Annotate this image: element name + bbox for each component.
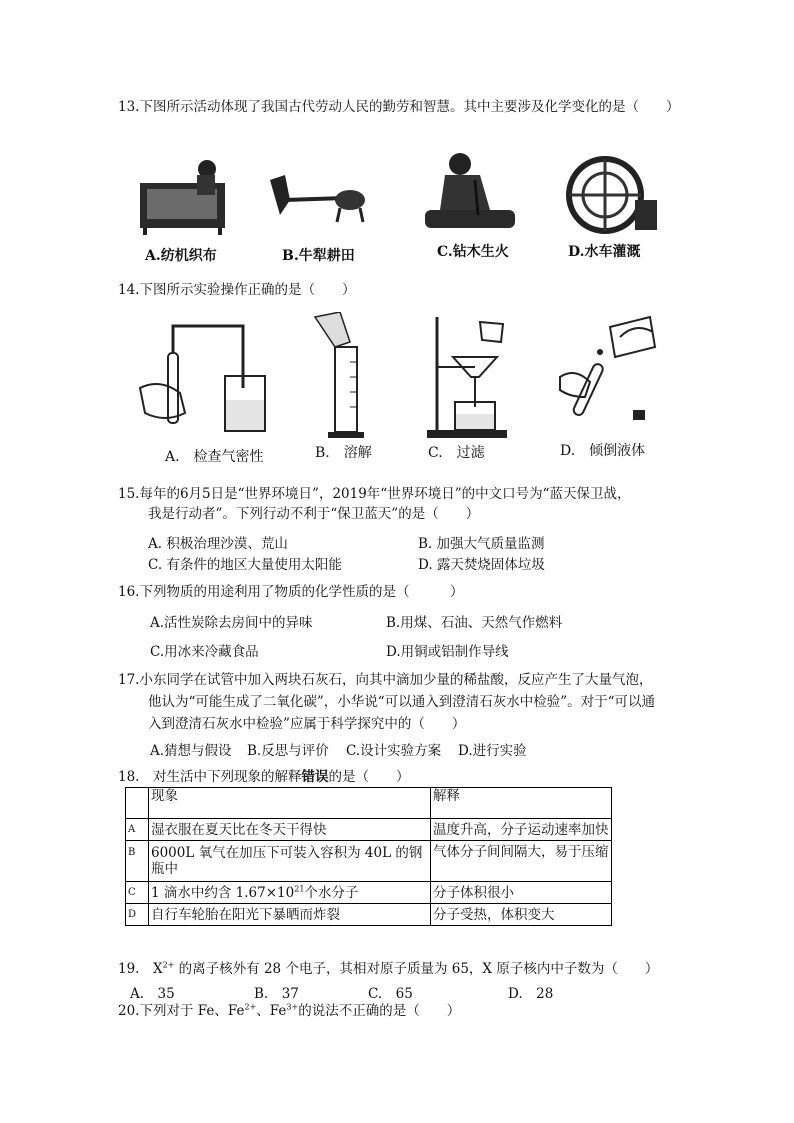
question-19-text — [118, 958, 718, 980]
row-phenomenon: 湿衣服在夏天比在冬天干得快 — [149, 819, 431, 841]
option-19-c: C. 65 — [368, 986, 413, 1002]
question-13-text: 13.下图所示活动体现了我国古代劳动人民的勤劳和智慧。其中主要涉及化学变化的是（ ） — [118, 99, 680, 115]
row-label: A — [126, 819, 149, 841]
question-18-bold: 错误 — [301, 769, 329, 785]
row-label: B — [126, 841, 149, 882]
airtightness-check-illustration — [135, 318, 270, 438]
table-row — [126, 819, 612, 841]
dissolve-illustration — [310, 312, 370, 440]
pour-liquid-illustration — [555, 312, 660, 427]
table-cell-blank — [126, 788, 149, 819]
option-15-a: A. 积极治理沙漠、荒山 — [148, 536, 288, 552]
question-18-prefix: 18. 对生活中下列现象的解释 — [118, 769, 302, 785]
row-explanation: 分子体积很小 — [431, 882, 612, 904]
option-16-b: B.用煤、石油、天然气作燃料 — [386, 615, 563, 631]
row-phenomenon-pre: 1 滴水中约含 1.67×10 — [151, 884, 295, 901]
table-row — [126, 841, 612, 882]
option-17-c: C.设计实验方案 — [346, 743, 442, 759]
option-15-d: D. 露天焚烧固体垃圾 — [418, 557, 545, 573]
option-15-b: B. 加强大气质量监测 — [418, 536, 545, 552]
caption-14-b: B. 溶解 — [315, 445, 372, 461]
row-label: C — [126, 882, 149, 904]
row-explanation: 分子受热，体积变大 — [431, 904, 612, 926]
table-header-phenomenon: 现象 — [149, 788, 431, 819]
question-20-sup2: 3+ — [286, 1002, 299, 1012]
option-17-d: D.进行实验 — [458, 743, 527, 759]
table-row — [126, 882, 612, 904]
row-phenomenon-sup: 21 — [294, 884, 305, 893]
option-17-b: B.反思与评价 — [247, 743, 329, 759]
option-17-a: A.猜想与假设 — [150, 743, 232, 759]
question-17-text: 17.小东同学在试管中加入两块石灰石，向其中滴加少量的稀盐酸，反应产生了大量气泡， — [118, 672, 653, 688]
caption-13-c: C.钻木生火 — [437, 244, 509, 260]
row-phenomenon: 6000L 氧气在加压下可装入容积为 40L 的钢瓶中 — [149, 841, 431, 882]
option-19-d: D. 28 — [508, 986, 554, 1002]
caption-14-d: D. 倾倒液体 — [560, 443, 646, 459]
option-15-c: C. 有条件的地区大量使用太阳能 — [148, 557, 342, 573]
row-explanation: 气体分子间间隔大，易于压缩 — [431, 841, 612, 882]
row-phenomenon-post: 个水分子 — [304, 884, 359, 901]
question-18-suffix: 的是（ ） — [328, 769, 410, 785]
question-20-text — [118, 1000, 678, 1022]
ox-plough-illustration — [265, 170, 370, 225]
drill-fire-illustration — [420, 150, 520, 235]
question-20-post: 的说法不正确的是（ ） — [298, 1003, 461, 1019]
table-row — [126, 904, 612, 926]
option-16-a: A.活性炭除去房间中的异味 — [150, 615, 313, 631]
question-16-text: 16.下列物质的用途利用了物质的化学性质的是（ ） — [118, 584, 464, 600]
question-19-num: 19. X — [118, 961, 163, 977]
caption-13-d: D.水车灌溉 — [568, 244, 641, 260]
question-19-rest: 的离子核外有 28 个电子，其相对原子质量为 65，X 原子核内中子数为（ ） — [174, 961, 659, 977]
loom-illustration — [135, 155, 230, 235]
question-20-pre: 20.下列对于 Fe、Fe — [118, 1003, 245, 1019]
caption-13-a: A.纺机织布 — [145, 248, 217, 264]
question-18-text — [118, 766, 678, 788]
caption-14-a: A. 检查气密性 — [165, 449, 264, 465]
question-20-sup1: 2+ — [244, 1002, 257, 1012]
row-explanation: 温度升高，分子运动速率加快 — [431, 819, 612, 841]
question-19-sup: 2+ — [162, 960, 175, 970]
option-16-c: C.用冰来冷藏食品 — [150, 644, 259, 660]
option-19-b: B. 37 — [254, 986, 299, 1002]
waterwheel-illustration — [565, 155, 660, 235]
question-15-text-2: 我是行动者”。下列行动不利于“保卫蓝天”的是（ ） — [148, 506, 480, 522]
question-15-text: 15.每年的6月5日是“世界环境日”，2019年“世界环境日”的中文口号为“蓝天保卫战， — [118, 486, 631, 502]
filtration-illustration — [425, 312, 510, 440]
row-phenomenon: 自行车轮胎在阳光下暴晒而炸裂 — [149, 904, 431, 926]
row-phenomenon — [149, 882, 431, 904]
question-17-text-3: 入到澄清石灰水中检验”应属于科学探究中的（ ） — [148, 716, 466, 732]
option-19-a: A. 35 — [130, 986, 175, 1002]
caption-13-b: B.牛犁耕田 — [282, 248, 355, 264]
row-label: D — [126, 904, 149, 926]
question-20-mid: 、Fe — [256, 1003, 287, 1019]
caption-14-c: C. 过滤 — [428, 445, 485, 461]
option-16-d: D.用铜或铝制作导线 — [386, 644, 509, 660]
question-14-text: 14.下图所示实验操作正确的是（ ） — [118, 282, 356, 298]
explanation-table — [125, 787, 612, 926]
table-header-row — [126, 788, 612, 819]
table-header-explanation: 解释 — [431, 788, 612, 819]
question-17-text-2: 他认为“可能生成了二氧化碳”，小华说“可以通入到澄清石灰水中检验”。对于“可以通 — [148, 694, 656, 710]
